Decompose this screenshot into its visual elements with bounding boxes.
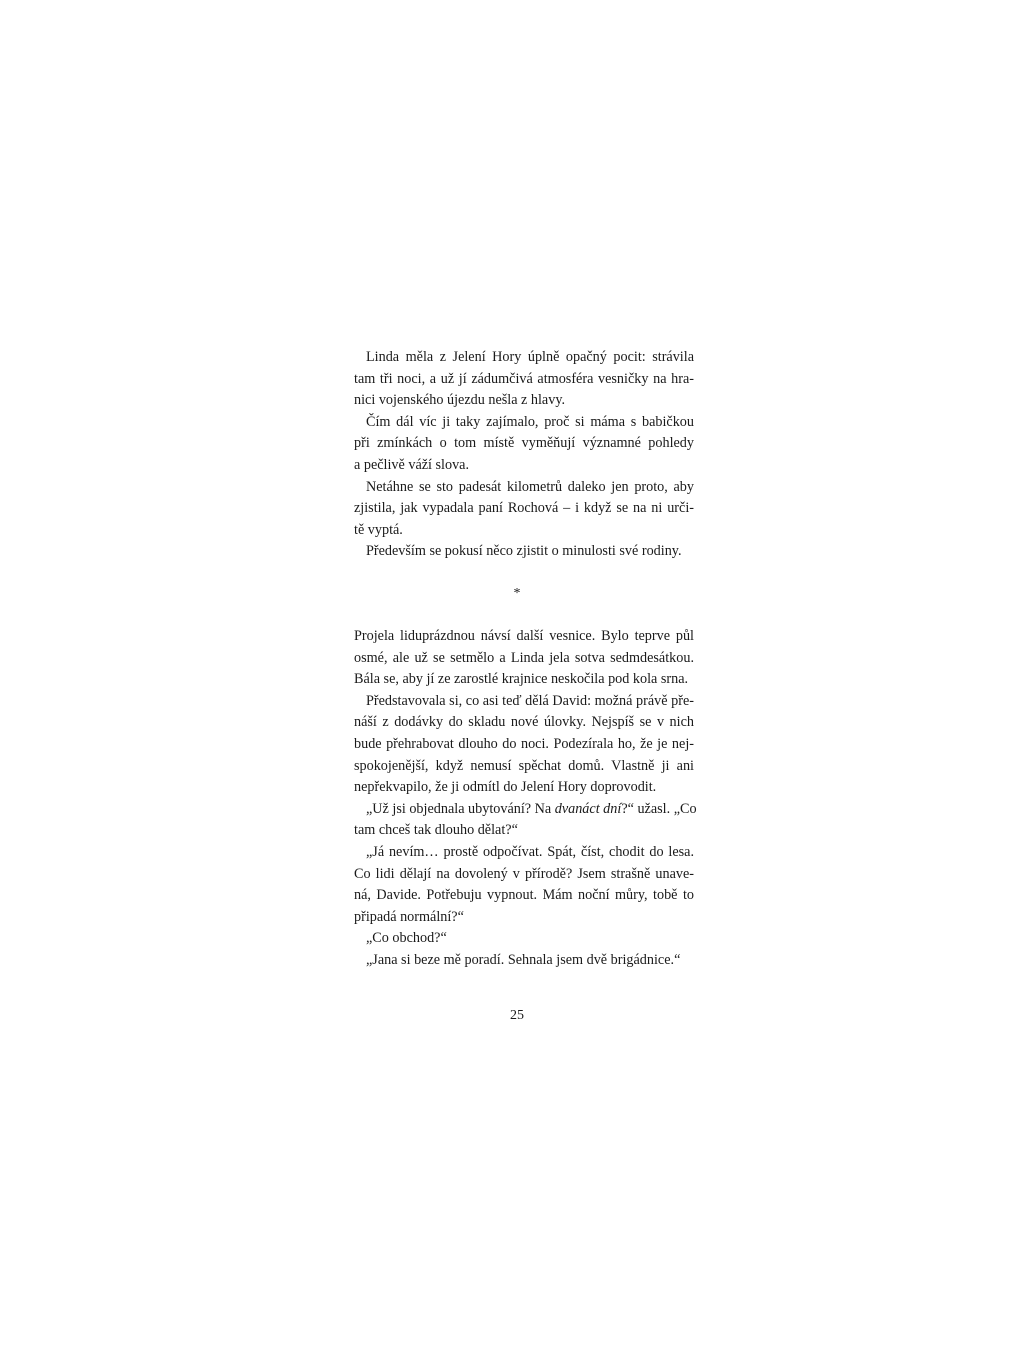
- text-section-2: [342, 626, 697, 972]
- text-line: tě vyptá.: [354, 521, 403, 538]
- paragraph: [342, 626, 694, 691]
- text-fragment: ?“ užasl. „Co: [621, 800, 697, 817]
- text-line: bude přehrabovat dlouho do noci. Podezírala ho, že je nej-: [354, 735, 694, 752]
- text-line: zjistila, jak vypadala paní Rochová – i když se na ni urči-: [354, 500, 694, 517]
- text-line: Čím dál víc ji taky zajímalo, proč si máma s babičkou: [366, 413, 694, 430]
- text-line: „Co obchod?“: [366, 930, 447, 947]
- text-line: Linda měla z Jelení Hory úplně opačný pocit: strávila: [366, 349, 694, 365]
- paragraph: [342, 928, 694, 950]
- text-line: Bála se, aby jí ze zarostlé krajnice neskočila pod kola srna.: [354, 671, 689, 688]
- text-line: spokojenější, když nemusí spěchat domů. Vlastně ji ani: [354, 757, 694, 774]
- text-line: tam tři noci, a už jí zádumčivá atmosféra vesničky na hra-: [354, 370, 694, 387]
- text-line: Projela liduprázdnou návsí další vesnice. Bylo teprve půl: [354, 628, 694, 644]
- paragraph: [342, 477, 694, 542]
- text-line: a pečlivě váží slova.: [354, 456, 470, 473]
- text-line: Co lidi dělají na dovolený v přírodě? Jsem strašně unave-: [354, 865, 694, 882]
- text-line: náší z dodávky do skladu nové úlovky. Nejspíš se v nich: [354, 714, 694, 731]
- paragraph: [342, 842, 694, 928]
- text-line: [342, 799, 697, 821]
- text-fragment: „Už jsi objednala ubytování? Na: [366, 800, 555, 817]
- paragraph: [342, 691, 694, 799]
- text-line: Především se pokusí něco zjistit o minulosti své rodiny.: [366, 543, 682, 560]
- text-line: Představovala si, co asi teď dělá David: možná právě pře-: [366, 692, 694, 709]
- text-line: „Já nevím… prostě odpočívat. Spát, číst, chodit do lesa.: [366, 843, 694, 860]
- text-line: Netáhne se sto padesát kilometrů daleko jen proto, aby: [366, 478, 694, 495]
- paragraph: [342, 412, 694, 477]
- paragraph: [342, 799, 697, 842]
- text-line: připadá normální?“: [354, 908, 464, 925]
- section-break-asterisk: *: [513, 586, 521, 601]
- page-number: 25: [510, 1008, 524, 1023]
- text-section-1: [342, 347, 694, 563]
- paragraph: [342, 950, 694, 972]
- text-line: při zmínkách o tom místě vyměňují významné pohledy: [354, 435, 694, 452]
- text-line: osmé, ale už se setmělo a Linda jela sotva sedmdesátkou.: [354, 649, 694, 666]
- text-line: ná, Davide. Potřebuju vypnout. Mám noční můry, tobě to: [354, 887, 694, 904]
- text-line: nici vojenského újezdu nešla z hlavy.: [354, 392, 566, 409]
- paragraph: [342, 347, 694, 412]
- text-line: nepřekvapilo, že ji odmítl do Jelení Hory doprovodit.: [354, 779, 657, 796]
- paragraph: [342, 541, 694, 563]
- italic-text: dvanáct dní: [554, 800, 622, 817]
- text-line: „Jana si beze mě poradí. Sehnala jsem dvě brigádnice.“: [366, 951, 681, 968]
- text-line: tam chceš tak dlouho dělat?“: [354, 822, 518, 839]
